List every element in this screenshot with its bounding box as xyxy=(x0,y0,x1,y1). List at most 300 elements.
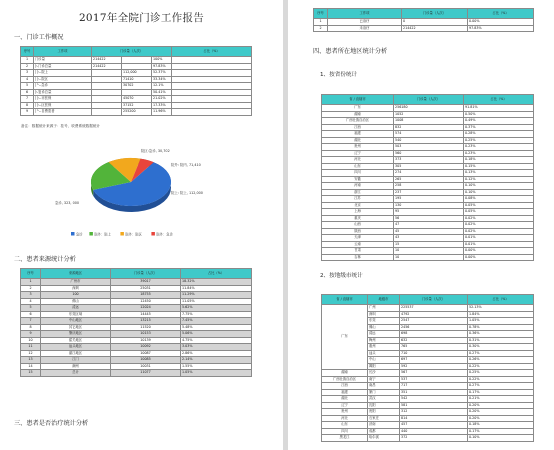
table-cell: 5.06% xyxy=(181,331,252,338)
outpatient-overview-table xyxy=(20,46,252,116)
province-table xyxy=(321,94,534,261)
table-cell: 52.37% xyxy=(152,70,172,77)
table-cell: 0.23% xyxy=(464,150,534,157)
table-header-cell: 占比（%） xyxy=(181,269,252,279)
table-cell: 2456 xyxy=(400,324,468,331)
table-cell: 2.14% xyxy=(181,357,252,364)
table-header-cell: 序号 xyxy=(314,9,328,19)
table-header-cell: 门诊量（人次） xyxy=(92,47,172,57)
table-cell: 深圳 xyxy=(41,285,111,292)
legend-label: 院外：院上 xyxy=(94,232,111,237)
table-cell: │├--院区 xyxy=(34,76,92,83)
outpatient-pie-chart xyxy=(53,136,223,246)
table-cell: 门诊量 xyxy=(34,57,92,64)
table-cell: 632 xyxy=(400,337,468,344)
table-cell: 广西壮族自治区 xyxy=(322,118,394,125)
table-cell: 湛江地区 xyxy=(41,350,111,357)
table-cell: 北京 xyxy=(322,202,394,209)
table-cell: 0.01% xyxy=(464,241,534,248)
table-cell: 江苏 xyxy=(322,196,394,203)
pie-data-label: 院外: 院内, 71,410 xyxy=(171,163,201,167)
table-cell: 100% xyxy=(152,57,172,64)
table-cell: 5 xyxy=(21,83,34,90)
table-cell: 河北 xyxy=(322,157,394,164)
table-header-cell: 门诊量（人次） xyxy=(111,269,181,279)
table-header-cell: 序号 xyxy=(21,269,41,279)
table-cell: 10 xyxy=(394,254,464,261)
table-cell: 3.03% xyxy=(181,344,252,351)
table-cell: 汕头地区 xyxy=(41,344,111,351)
table-cell: 福建 xyxy=(322,389,368,396)
legend-label: 院外：急诊 xyxy=(156,232,173,237)
table-cell: 214422 xyxy=(92,57,122,64)
table-cell: 214422 xyxy=(402,25,468,32)
table-cell: 814 xyxy=(400,415,468,422)
table-cell: 30702 xyxy=(122,83,152,90)
table-cell: 0.12% xyxy=(464,176,534,183)
table-cell: 717 xyxy=(400,383,468,390)
table-cell: 33.34% xyxy=(152,76,172,83)
table-cell: │└--急诊 xyxy=(34,83,92,90)
table-cell: 8 xyxy=(21,102,34,109)
table-header-cell: 门诊量（人次） xyxy=(394,95,464,105)
table-cell: 0.50% xyxy=(464,111,534,118)
page-title: 2017年全院门诊工作报告 xyxy=(78,12,205,24)
table-cell: 揭阳 xyxy=(368,363,400,370)
table-cell: 39017 xyxy=(111,279,181,286)
table-cell: 0.78% xyxy=(468,324,534,331)
table-cell: 21.02% xyxy=(152,96,172,103)
table-cell: 四川 xyxy=(322,428,368,435)
table-header-cell: 占比（%） xyxy=(468,9,534,19)
table-cell: 237 xyxy=(394,189,464,196)
table-cell: 清远 xyxy=(41,305,111,312)
table-cell: 5.48% xyxy=(181,324,252,331)
table-cell: 长沙 xyxy=(368,370,400,377)
table-cell: 2 xyxy=(314,25,328,32)
table-cell: 457 xyxy=(400,422,468,429)
table-cell: 4.75% xyxy=(181,337,252,344)
table-header-cell: 工作项 xyxy=(34,47,92,57)
table-cell: 深圳 xyxy=(368,311,400,318)
treatment-table xyxy=(313,8,534,32)
table-cell: 贵阳 xyxy=(368,409,400,416)
table-header-cell: 门诊量（人次） xyxy=(400,295,468,305)
table-cell: 0.10% xyxy=(464,183,534,190)
legend-label: 急诊 xyxy=(76,232,83,237)
table-cell: 0.27% xyxy=(468,383,534,390)
table-cell: 542 xyxy=(400,396,468,403)
table-cell: 592 xyxy=(400,363,468,370)
table-cell: 广州市 xyxy=(41,279,111,286)
table-cell: 0.05% xyxy=(464,209,534,216)
table-cell: 武汉 xyxy=(368,396,400,403)
table-cell: 0.18% xyxy=(468,422,534,429)
table-header-cell: 门诊量（人次） xyxy=(402,9,468,19)
table-cell: 云南 xyxy=(322,241,394,248)
table-cell: 东莞 xyxy=(368,318,400,325)
table-header-cell: 占比（%） xyxy=(172,47,252,57)
table-cell: 265 xyxy=(394,176,464,183)
table-cell: 0.37% xyxy=(464,124,534,131)
table-cell: 710 xyxy=(400,350,468,357)
table-cell: 0.10% xyxy=(464,189,534,196)
table-cell: 256180 xyxy=(394,105,464,112)
table-cell: 100 xyxy=(41,292,111,299)
table-cell: 14 xyxy=(21,363,41,370)
table-cell: 56 xyxy=(394,215,464,222)
table-cell: 1.05% xyxy=(468,318,534,325)
table-cell: 中山地区 xyxy=(41,318,111,325)
table-cell: 11 xyxy=(21,344,41,351)
table-cell: 10085 xyxy=(111,357,181,364)
table-cell: 2 xyxy=(21,63,34,70)
table-cell: 0.00% xyxy=(464,254,534,261)
table-cell: 0.25% xyxy=(468,370,534,377)
table-cell: 1008 xyxy=(394,118,464,125)
table-cell: 0.20% xyxy=(468,409,534,416)
table-cell: 225537 xyxy=(400,305,468,312)
table-header-cell: 省 / 直辖市 xyxy=(322,295,368,305)
table-cell: 吉林 xyxy=(322,254,394,261)
table-cell: 贵州 xyxy=(322,144,394,151)
table-cell: 湖北 xyxy=(322,137,394,144)
table-cell: 13215 xyxy=(111,318,181,325)
table-cell: 11.29% xyxy=(181,292,252,299)
subsection-by-province: 1、按省份统计 xyxy=(320,72,358,78)
table-cell: 540 xyxy=(394,137,464,144)
table-header-row xyxy=(322,95,534,105)
table-cell: 6 xyxy=(21,311,41,318)
table-cell: 195 xyxy=(394,196,464,203)
table-row xyxy=(21,109,252,116)
table-cell: 东莞区域 xyxy=(41,311,111,318)
table-cell: 95 xyxy=(394,209,464,216)
section-1-heading: 一、门诊工作概况 xyxy=(14,34,64,41)
table-header-row xyxy=(322,295,534,305)
table-cell: 12450 xyxy=(111,298,181,305)
table-cell: 10139 xyxy=(111,337,181,344)
table-cell: 贵州 xyxy=(322,409,368,416)
table-cell: 黑龙江 xyxy=(322,435,368,442)
table-cell: 0.17% xyxy=(468,428,534,435)
table-cell: 2547 xyxy=(400,318,468,325)
table-cell: 湖北 xyxy=(322,396,368,403)
table-cell: │├--院上 xyxy=(34,70,92,77)
patient-source-table xyxy=(20,268,252,377)
table-cell: 440 xyxy=(400,428,468,435)
table-cell: 130 xyxy=(394,202,464,209)
table-cell: 567 xyxy=(400,370,468,377)
table-cell: 97.83% xyxy=(468,25,534,32)
table-cell: 52.13% xyxy=(468,305,534,312)
table-cell: 江西 xyxy=(322,124,394,131)
table-cell: 厦门 xyxy=(368,389,400,396)
table-cell: 0.01% xyxy=(464,235,534,242)
legend-swatch xyxy=(151,232,155,236)
table-cell: 372 xyxy=(400,435,468,442)
table-cell: 11077 xyxy=(111,370,181,377)
table-cell: 14445 xyxy=(111,311,181,318)
table-cell: 四川 xyxy=(322,170,394,177)
table-cell: 97.83% xyxy=(152,63,172,70)
table-cell: 2.86% xyxy=(181,350,252,357)
table-cell: 0.02% xyxy=(464,215,534,222)
table-cell: 4 xyxy=(21,76,34,83)
table-cell: │├--区医保 xyxy=(34,102,92,109)
table-cell: 天津 xyxy=(322,235,394,242)
table-cell: 中山 xyxy=(368,357,400,364)
table-cell: 50.41% xyxy=(152,89,172,96)
table-cell: 广西壮族自治区 xyxy=(322,376,368,383)
table-cell: 10153 xyxy=(111,331,181,338)
table-cell: 7.75% xyxy=(181,311,252,318)
legend-swatch xyxy=(71,232,75,236)
table-cell: 697 xyxy=(400,357,468,364)
table-cell: 0.13% xyxy=(464,170,534,177)
table-cell: 江西 xyxy=(322,383,368,390)
table-header-cell: 占比（%） xyxy=(464,95,534,105)
table-cell: 广州 xyxy=(368,305,400,312)
table-cell: 7 xyxy=(21,318,41,325)
table-cell: 0.15% xyxy=(464,163,534,170)
table-cell: 305 xyxy=(394,163,464,170)
table-cell: 0.00% xyxy=(468,19,534,26)
table-cell: 10 xyxy=(394,248,464,255)
table-cell: 潮州 xyxy=(41,363,111,370)
table-cell: 45 xyxy=(394,228,464,235)
table-cell: 7.45% xyxy=(181,318,252,325)
table-cell: 13 xyxy=(21,357,41,364)
data-source-note: 备注：数据统计来源于：挂号、收费系统数据统计 xyxy=(21,124,101,128)
table-cell: 1052 xyxy=(394,111,464,118)
pie-data-label: 院区:急诊, 30,702 xyxy=(141,149,170,153)
legend-swatch xyxy=(89,232,93,236)
table-cell: ├-复诊总量 xyxy=(34,89,92,96)
table-cell: 560 xyxy=(394,150,464,157)
table-cell: 广东 xyxy=(322,305,368,370)
pie-data-label: 院上: 院上, 112,000 xyxy=(171,191,203,195)
table-cell: 惠州 xyxy=(368,344,400,351)
table-cell: 山东 xyxy=(322,163,394,170)
table-cell: 10031 xyxy=(111,363,181,370)
table-header-row xyxy=(21,47,252,57)
table-cell: 河北 xyxy=(322,415,368,422)
table-cell: 0.20% xyxy=(468,415,534,422)
table-cell: 18755 xyxy=(111,292,181,299)
table-cell: 0.00% xyxy=(464,248,534,255)
legend-swatch xyxy=(120,232,124,236)
table-cell: 47 xyxy=(394,222,464,229)
section-3-heading: 三、患者是否治疗统计分析 xyxy=(14,420,89,427)
table-cell: 18.32% xyxy=(181,279,252,286)
table-cell: 上海 xyxy=(322,209,394,216)
table-cell: 5.62% xyxy=(181,305,252,312)
table-cell: 15 xyxy=(394,241,464,248)
section-2-heading: 二、患者来源统计分析 xyxy=(14,256,76,263)
table-cell: 未治疗 xyxy=(328,25,402,32)
table-cell: 南昌 xyxy=(368,383,400,390)
table-cell: 0.23% xyxy=(464,144,534,151)
table-cell: 韶关地区 xyxy=(41,337,111,344)
table-cell: 0.49% xyxy=(464,118,534,125)
table-cell: 湖南 xyxy=(322,111,394,118)
table-cell: 12024 xyxy=(111,305,181,312)
section-4-heading: 四、患者所在地区统计分析 xyxy=(313,48,388,55)
table-cell: 214422 xyxy=(92,63,122,70)
table-cell: 2 xyxy=(21,285,41,292)
city-table xyxy=(321,294,534,442)
table-row xyxy=(322,435,534,442)
table-cell: 0.21% xyxy=(468,396,534,403)
table-cell: 8 xyxy=(21,324,41,331)
table-cell: 0.18% xyxy=(464,157,534,164)
table-cell: 25031 xyxy=(111,285,181,292)
table-cell: 7 xyxy=(21,96,34,103)
table-cell-empty xyxy=(172,109,252,116)
table-cell: 佛山 xyxy=(368,324,400,331)
table-cell: 832 xyxy=(394,124,464,131)
table-header-cell: 序号 xyxy=(21,47,34,57)
table-cell: 255200 xyxy=(122,109,152,116)
table-cell: 0.30% xyxy=(468,344,534,351)
table-cell: 0.17% xyxy=(468,389,534,396)
table-cell: │├--市医保 xyxy=(34,96,92,103)
table-cell: 0.08% xyxy=(464,196,534,203)
table-cell: 4 xyxy=(21,298,41,305)
legend-label: 院外：院区 xyxy=(125,232,142,237)
table-cell: 698 xyxy=(400,331,468,338)
table-cell: 3 xyxy=(21,70,34,77)
table-cell: 91.81% xyxy=(464,105,534,112)
table-cell: 45070 xyxy=(122,96,152,103)
table-cell: 安徽 xyxy=(322,176,394,183)
table-cell: 71410 xyxy=(122,76,152,83)
table-cell: 哈尔滨 xyxy=(368,435,400,442)
table-cell: 陕西 xyxy=(322,228,394,235)
table-cell: 581 xyxy=(400,402,468,409)
table-cell: 福建 xyxy=(322,131,394,138)
table-cell: 汕头 xyxy=(368,350,400,357)
table-cell: 9 xyxy=(21,331,41,338)
table-cell: 1.84% xyxy=(468,311,534,318)
table-header-cell: 占比（%） xyxy=(468,295,534,305)
table-row xyxy=(314,25,534,32)
table-cell: 258 xyxy=(394,183,464,190)
table-cell: 574 xyxy=(394,131,464,138)
table-cell: 1 xyxy=(314,19,328,26)
table-cell: 成都 xyxy=(368,428,400,435)
table-cell: 梅州 xyxy=(368,337,400,344)
table-header-row xyxy=(21,269,252,279)
pie-data-label: 急诊, 323, 000 xyxy=(55,201,80,205)
table-cell: 43 xyxy=(394,235,464,242)
page-right xyxy=(288,0,554,450)
table-cell: 0.31% xyxy=(468,337,534,344)
table-cell: 南宁 xyxy=(368,376,400,383)
table-cell: │└--自费患者 xyxy=(34,109,92,116)
table-cell: 0.26% xyxy=(468,357,534,364)
table-cell: 其它地区 xyxy=(41,324,111,331)
table-cell: 503 xyxy=(394,144,464,151)
table-cell: 甘肃 xyxy=(322,248,394,255)
table-cell: 江门 xyxy=(41,357,111,364)
table-cell: 1 xyxy=(21,279,41,286)
table-row xyxy=(322,254,534,261)
table-header-cell: 地级市 xyxy=(368,295,400,305)
table-cell: 10092 xyxy=(111,344,181,351)
table-cell: 0 xyxy=(402,19,468,26)
table-cell: 274 xyxy=(394,170,464,177)
table-cell: 11.05% xyxy=(181,298,252,305)
table-cell xyxy=(92,109,122,116)
table-cell: 5 xyxy=(21,305,41,312)
table-header-cell: 省 / 直辖市 xyxy=(322,95,394,105)
table-cell: 总计 xyxy=(41,370,111,377)
table-header-row xyxy=(314,9,534,19)
table-cell: 0.20% xyxy=(468,402,534,409)
table-cell: 9 xyxy=(21,109,34,116)
table-cell: 6 xyxy=(21,89,34,96)
table-cell: 0.36% xyxy=(468,331,534,338)
table-cell: 1.55% xyxy=(181,363,252,370)
table-cell: 3 xyxy=(21,292,41,299)
table-cell: 765 xyxy=(400,344,468,351)
table-cell: 11.96% xyxy=(152,109,172,116)
table-cell: 浙江 xyxy=(322,189,394,196)
table-cell: 12.1% xyxy=(152,83,172,90)
table-cell: 辽宁 xyxy=(322,402,368,409)
table-cell: 10087 xyxy=(111,350,181,357)
table-cell: 1 xyxy=(21,57,34,64)
table-header-cell: 工作项 xyxy=(328,9,402,19)
table-cell: 0.28% xyxy=(464,131,534,138)
table-cell: 0.22% xyxy=(468,376,534,383)
table-cell: 351 xyxy=(400,389,468,396)
table-cell: 12 xyxy=(21,350,41,357)
table-cell: 肇庆地区 xyxy=(41,331,111,338)
table-cell: 0.22% xyxy=(468,363,534,370)
subsection-by-city: 2、按地级市统计 xyxy=(320,273,363,279)
table-cell: 15 xyxy=(21,370,41,377)
table-cell: 佛山 xyxy=(41,298,111,305)
table-cell: 4792 xyxy=(400,311,468,318)
table-cell: 河南 xyxy=(322,183,394,190)
table-cell: 0.10% xyxy=(468,435,534,442)
table-cell: 广东 xyxy=(322,105,394,112)
table-cell: 山东 xyxy=(322,422,368,429)
table-cell: ├-门诊总量 xyxy=(34,63,92,70)
table-cell: 已治疗 xyxy=(328,19,402,26)
table-cell: 0.02% xyxy=(464,222,534,229)
table-cell: 湖南 xyxy=(322,370,368,377)
table-cell: 沈阳 xyxy=(368,402,400,409)
table-cell: 537 xyxy=(400,376,468,383)
table-cell: 济南 xyxy=(368,422,400,429)
table-cell: 17.33% xyxy=(152,102,172,109)
table-header-cell: 来源地区 xyxy=(41,269,111,279)
table-cell: 0.27% xyxy=(468,350,534,357)
table-row xyxy=(21,370,252,377)
table-cell: 10 xyxy=(21,337,41,344)
table-cell: 山西 xyxy=(322,222,394,229)
table-cell: 0.05% xyxy=(464,202,534,209)
table-cell: 11.84% xyxy=(181,285,252,292)
table-cell: 清远 xyxy=(368,331,400,338)
table-cell: 重庆 xyxy=(322,215,394,222)
table-cell: 辽宁 xyxy=(322,150,394,157)
table-cell: 0.25% xyxy=(464,137,534,144)
